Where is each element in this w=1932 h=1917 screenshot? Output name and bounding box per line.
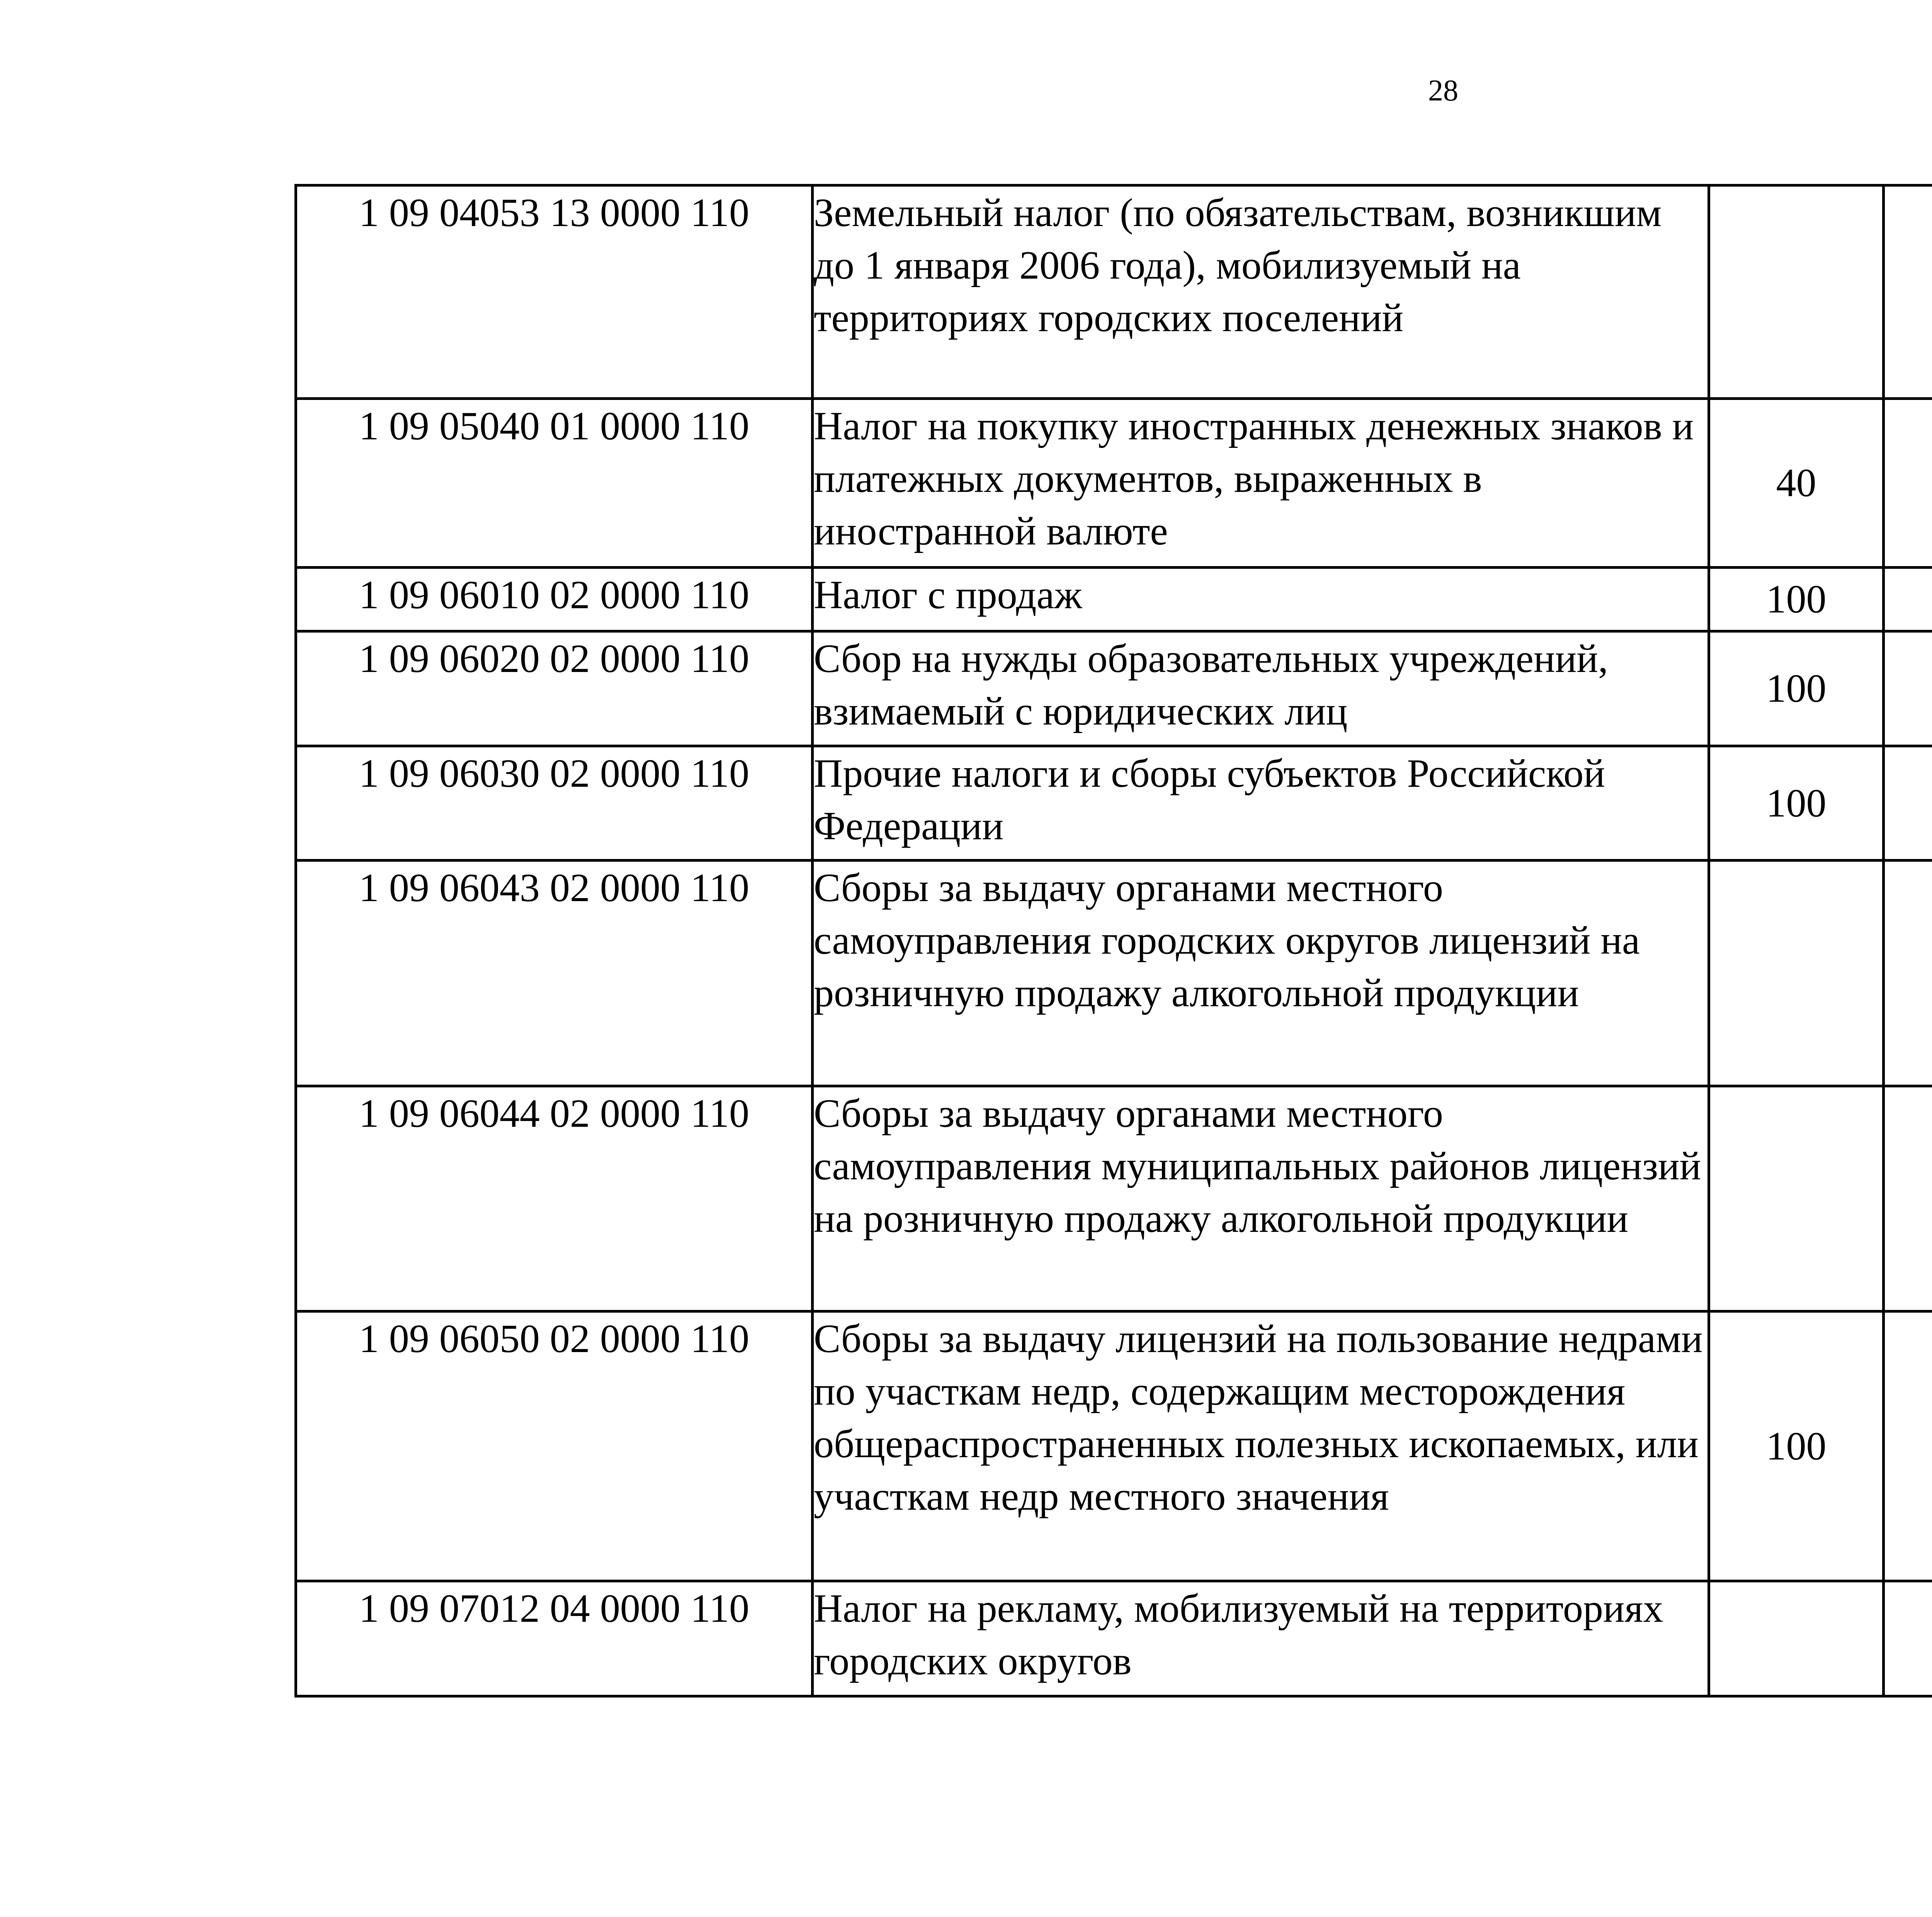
table-row xyxy=(296,568,1932,631)
revenue-code-cell: 1 09 06044 02 0000 110 xyxy=(296,1086,813,1311)
revenue-code-cell: 1 09 07012 04 0000 110 xyxy=(296,1581,813,1696)
table-row xyxy=(296,399,1932,568)
revenue-name-cell: Сборы за выдачу органами местного самоуправления городских округов лицензий на розничную продажу алкогольной продукции xyxy=(813,861,1709,1086)
normative-value-cell xyxy=(1709,1086,1884,1311)
revenue-code-cell: 1 09 06020 02 0000 110 xyxy=(296,631,813,746)
revenue-name-cell: Налог на рекламу, мобилизуемый на территориях городских округов xyxy=(813,1581,1709,1696)
revenue-code-cell: 1 09 06010 02 0000 110 xyxy=(296,568,813,631)
table-body xyxy=(296,185,1932,1696)
revenue-name-cell: Земельный налог (по обязательствам, возникшим до 1 января 2006 года), мобилизуемый на территориях городских поселений xyxy=(813,185,1709,399)
page-number: 28 xyxy=(1428,73,1458,107)
revenue-name-cell: Сборы за выдачу лицензий на пользование недрами по участкам недр, содержащим месторождения общераспространенных полезных ископаемых, или участкам недр местного значения xyxy=(813,1311,1709,1581)
normative-value-cell xyxy=(1709,568,1884,631)
table-row xyxy=(296,861,1932,1086)
revenue-code-cell: 1 09 04053 13 0000 110 xyxy=(296,185,813,399)
normative-value-cell xyxy=(1709,185,1884,399)
normative-value-cell xyxy=(1884,568,1932,631)
normative-value-cell xyxy=(1884,1581,1932,1696)
table-row xyxy=(296,1581,1932,1696)
normative-value-cell xyxy=(1884,399,1932,568)
normative-value-cell xyxy=(1884,631,1932,746)
revenue-code-cell: 1 09 06043 02 0000 110 xyxy=(296,861,813,1086)
table-row xyxy=(296,631,1932,746)
revenue-code-cell: 1 09 05040 01 0000 110 xyxy=(296,399,813,568)
table-row xyxy=(296,1086,1932,1311)
table-row xyxy=(296,185,1932,399)
revenue-name-cell: Налог с продаж xyxy=(813,568,1709,631)
normative-value-cell xyxy=(1709,861,1884,1086)
revenue-name-cell: Сборы за выдачу органами местного самоуправления муниципальных районов лицензий на розничную продажу алкогольной продукции xyxy=(813,1086,1709,1311)
table-row xyxy=(296,746,1932,861)
normative-value: 100 xyxy=(1766,1424,1827,1468)
revenue-distribution-table xyxy=(294,184,1932,1698)
normative-value: 100 xyxy=(1766,577,1827,621)
normative-value: 100 xyxy=(1766,781,1827,825)
normative-value-cell xyxy=(1709,399,1884,568)
revenue-code-cell: 1 09 06050 02 0000 110 xyxy=(296,1311,813,1581)
normative-value: 100 xyxy=(1766,666,1827,711)
normative-value-cell xyxy=(1709,631,1884,746)
normative-value: 40 xyxy=(1776,461,1816,505)
revenue-name-cell: Налог на покупку иностранных денежных знаков и платежных документов, выраженных в иностранной валюте xyxy=(813,399,1709,568)
normative-value-cell xyxy=(1884,185,1932,399)
normative-value-cell xyxy=(1884,861,1932,1086)
normative-value-cell xyxy=(1884,1311,1932,1581)
normative-value-cell xyxy=(1709,1311,1884,1581)
normative-value-cell xyxy=(1884,1086,1932,1311)
normative-value-cell xyxy=(1709,746,1884,861)
table-row xyxy=(296,1311,1932,1581)
normative-value-cell xyxy=(1709,1581,1884,1696)
revenue-name-cell: Сбор на нужды образовательных учреждений, взимаемый с юридических лиц xyxy=(813,631,1709,746)
revenue-name-cell: Прочие налоги и сборы субъектов Российской Федерации xyxy=(813,746,1709,861)
normative-value-cell xyxy=(1884,746,1932,861)
revenue-code-cell: 1 09 06030 02 0000 110 xyxy=(296,746,813,861)
